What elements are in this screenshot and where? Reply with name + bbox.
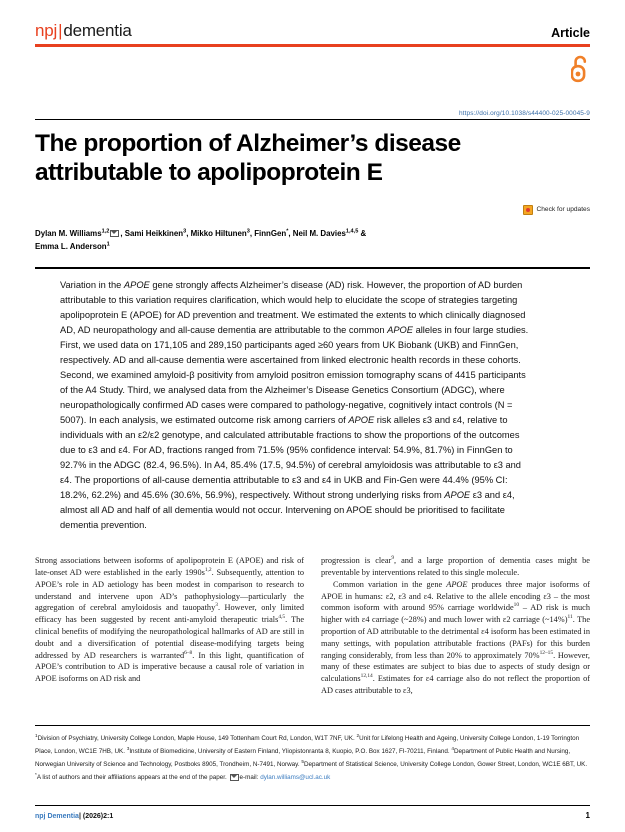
affiliation-text: Department of Public Health and Nursing, Norwegian University of Science and Technology, Postboks 8905, Trondheim, N-7491, Norway. <box>35 748 571 769</box>
affiliations-block <box>35 725 590 784</box>
gene-name: APOE <box>446 579 468 589</box>
abstract <box>35 278 590 534</box>
brand-journal-name: dementia <box>63 21 132 40</box>
crossmark-icon <box>523 205 533 215</box>
footer-journal-name[interactable]: npj Dementia <box>35 813 79 820</box>
brand-npj: npj <box>35 21 58 40</box>
body-text: Common variation in the gene <box>333 579 447 589</box>
footer-rule <box>35 805 590 806</box>
footer-citation-text: | (2026)2:1 <box>78 813 114 820</box>
open-access-row <box>35 47 590 119</box>
citation-ref[interactable]: 3 <box>215 602 218 609</box>
body-column-left <box>35 555 304 696</box>
body-text: – AD risk is much higher with ε4 carriage (~28%) and much lower with ε2 carriage (~14%) <box>321 603 591 625</box>
author-name: , Neil M. Davies <box>288 228 346 238</box>
footer-row <box>35 811 590 820</box>
body-text: progression is clear <box>321 556 392 566</box>
page-title: The proportion of Alzheimer’s disease attributable to apolipoprotein E <box>35 130 461 186</box>
corresponding-email-link[interactable]: dylan.williams@ucl.ac.uk <box>260 774 331 782</box>
affiliation-text: Institute of Biomedicine, University of Eastern Finland, Yliopistonranta 8, Kuopio, P.O. Box 1627, FI-70211, Finland. <box>129 748 452 756</box>
citation-ref[interactable]: 9 <box>391 555 395 562</box>
affiliation-marker: 1 <box>35 733 38 739</box>
affiliation-marker: 5 <box>301 759 304 765</box>
author-affil-sup: * <box>286 228 289 235</box>
page-footer <box>35 805 590 820</box>
affiliation-text: Division of Psychiatry, University College London, Maple House, 149 Tottenham Court Rd, London, W1T 7NF, UK. <box>37 735 357 743</box>
body-paragraph <box>321 579 590 697</box>
abstract-text: gene strongly affects Alzheimer’s disease (AD) risk. However, the proportion of AD burden attributable to this variation requires clarification, which would help to elucidate the scope of strategies targeting apolipoprotein E (APOE) for AD prevention and treatment. We estimated the extents to which clinically diagnosed AD, AD neuropathology and all-cause dementia are attributable to the common <box>60 279 526 335</box>
body-text: . The proportion of AD attributable to the detrimental ε4 isoform has been estimated in many settings, with population attributable fractions (PAFs) for this burden ranging considerably, from less than 20% to approximately 70% <box>321 615 590 660</box>
body-text: Strong associations between isoforms of apolipoprotein E (APOE) and risk of late-onset AD were established in the early 1990s <box>35 556 304 578</box>
body-paragraph <box>35 555 304 685</box>
abstract-text: alleles in four large studies. First, we used data on 171,105 and 289,150 participants aged ≥60 years from UK Biobank (UKB) and FinnGen, respectively. AD and all-cause dementia were ascertained from linked electronic health records in these cohorts. Second, we examined amyloid-β positivity from amyloid positron emission tomography scans of 4415 participants of the A4 Study. Third, we analysed data from the Alzheimer’s Disease Genetics Consortium (ADGC), where neuropathologically confirmed AD cases were compared to pathology-negative, cognitively intact controls (N = 5007). In each analysis, we estimated outcome risk among carriers of <box>60 324 529 425</box>
gene-name: APOE <box>444 490 471 501</box>
body-paragraph <box>321 555 590 579</box>
citation-ref[interactable]: 1,2 <box>204 567 212 574</box>
affiliation-marker: * <box>35 772 37 778</box>
email-label: e-mail: <box>239 774 261 782</box>
body-column-right <box>321 555 590 696</box>
abstract-top-rule <box>35 267 590 269</box>
abstract-text: ε3 and ε4, almost all AD and half of all dementia would not occur. Intervening on APOE should be prioritised to facilitate dementia prevention. <box>60 490 515 531</box>
citation-ref[interactable]: 11 <box>567 614 573 621</box>
citation-ref[interactable]: 4,5 <box>278 614 286 621</box>
gene-name: APOE <box>123 279 150 290</box>
citation-ref[interactable]: 6–8 <box>184 649 193 656</box>
page-number: 1 <box>585 811 590 820</box>
citation-ref[interactable]: 12,14 <box>360 673 373 680</box>
body-text: . In this light, quantification of APOE’s contribution to AD is imperative because a causal role of variation in APOE isoforms on AD risk and <box>35 650 305 684</box>
title-top-rule <box>35 119 590 121</box>
body-text: , and a large proportion of dementia cases might be preventable by interventions related to this single molecule. <box>321 556 590 578</box>
affiliations-top-rule <box>35 725 590 726</box>
body-columns <box>35 555 590 696</box>
abstract-text: risk alleles ε3 and ε4, relative to individuals with an ε2/ε2 genotype, and calculated attributable fractions to show the proportions of the outcomes due to ε3 and ε4. For AD, fractions ranged from 71.5% (95% confidence interval: 54.9%, 81.7%) in FinnGen to 92.7% in the ADGC (82.4, 96.5%). In A4, 85.4% (17.5, 94.5%) of cerebral amyloidosis was attributable to ε3 and ε4. The proportions of all-cause dementia attributable to ε3 and ε4 in UKB and Fin-Gen were 44.4% (95% CI: 18.2%, 62.2%) and 45.6% (30.6%, 56.9%), respectively. Without strong underlying risks from <box>60 414 521 501</box>
body-text: . Subsequently, attention to APOE’s role in AD aetiology has been modest in comparison to research to understand and intervene upon AD’s pathophysiology—particularly the aggregation of cerebral amyloidosis and tauopathy <box>35 568 305 613</box>
author-name: , Sami Heikkinen <box>120 228 184 238</box>
corresponding-author-envelope-icon[interactable] <box>110 230 119 237</box>
email-envelope-icon <box>230 774 239 781</box>
check-for-updates-label: Check for updates <box>536 206 590 214</box>
affiliation-marker: 2 <box>356 733 360 739</box>
author-affil-sup: 1,2 <box>101 228 110 235</box>
author-affil-sup: 1,4,5 <box>345 228 359 235</box>
abstract-text: Variation in the <box>60 279 124 290</box>
author-name: , Mikko Hiltunen <box>186 228 247 238</box>
body-text: . However, only limited efficacy has been suggested by recent anti-amyloid therapeutic trials <box>35 603 304 625</box>
affiliation-text: Unit for Lifelong Health and Ageing, University College London, 1-19 Torrington Place, London, WC1E 7HB, UK. <box>35 735 580 756</box>
affiliation-text: Department of Statistical Science, University College London, Gower Street, London, WC1E 6BT, UK. <box>303 761 588 769</box>
body-text: . The clinical benefits of modifying the neuropathological hallmarks of AD are still in doubt and a diversification of potential disease-modifying targets being addressed by AD researchers is warranted <box>35 615 304 660</box>
affiliation-marker: 4 <box>451 746 454 752</box>
brand-divider: | <box>58 21 63 40</box>
author-list <box>35 227 505 253</box>
affiliations <box>35 732 590 784</box>
author-affil-sup: 3 <box>183 228 187 235</box>
gene-name: APOE <box>348 414 375 425</box>
footer-citation <box>35 813 113 820</box>
masthead <box>35 0 590 42</box>
affiliation-marker: 3 <box>126 746 130 752</box>
journal-brand <box>35 22 132 39</box>
author-affil-sup: 3 <box>246 228 250 235</box>
body-text: . However, many of these estimates are subject to bias due to aspects of study design or calculations <box>321 650 590 684</box>
open-access-lock-icon <box>571 53 590 88</box>
citation-ref[interactable]: 12–15 <box>539 649 554 656</box>
author-name: Dylan M. Williams <box>35 228 102 238</box>
citation-ref[interactable]: 10 <box>513 602 520 609</box>
author-name: Emma L. Anderson <box>35 241 107 251</box>
doi-link[interactable]: https://doi.org/10.1038/s44400-025-00045-9 <box>458 109 590 117</box>
author-affil-sup: 1 <box>106 241 110 248</box>
check-updates-row <box>35 191 590 227</box>
author-name: , FinnGen <box>249 228 287 238</box>
affiliation-text: A list of authors and their affiliations appears at the end of the paper. <box>36 774 229 782</box>
body-text: . Estimates for ε4 carriage also do not reflect the proportion of AD cases attributable to ε3, <box>321 674 590 695</box>
author-conjunction: & <box>358 228 367 238</box>
body-text: produces three major isoforms of APOE in humans: ε2, ε3 and ε4. Relative to the allele encoding ε3 – the most common isoform with around 95% carriage worldwide <box>321 579 590 613</box>
article-type-label: Article <box>551 25 590 40</box>
gene-name: APOE <box>387 324 413 335</box>
check-for-updates-badge[interactable] <box>523 205 590 215</box>
